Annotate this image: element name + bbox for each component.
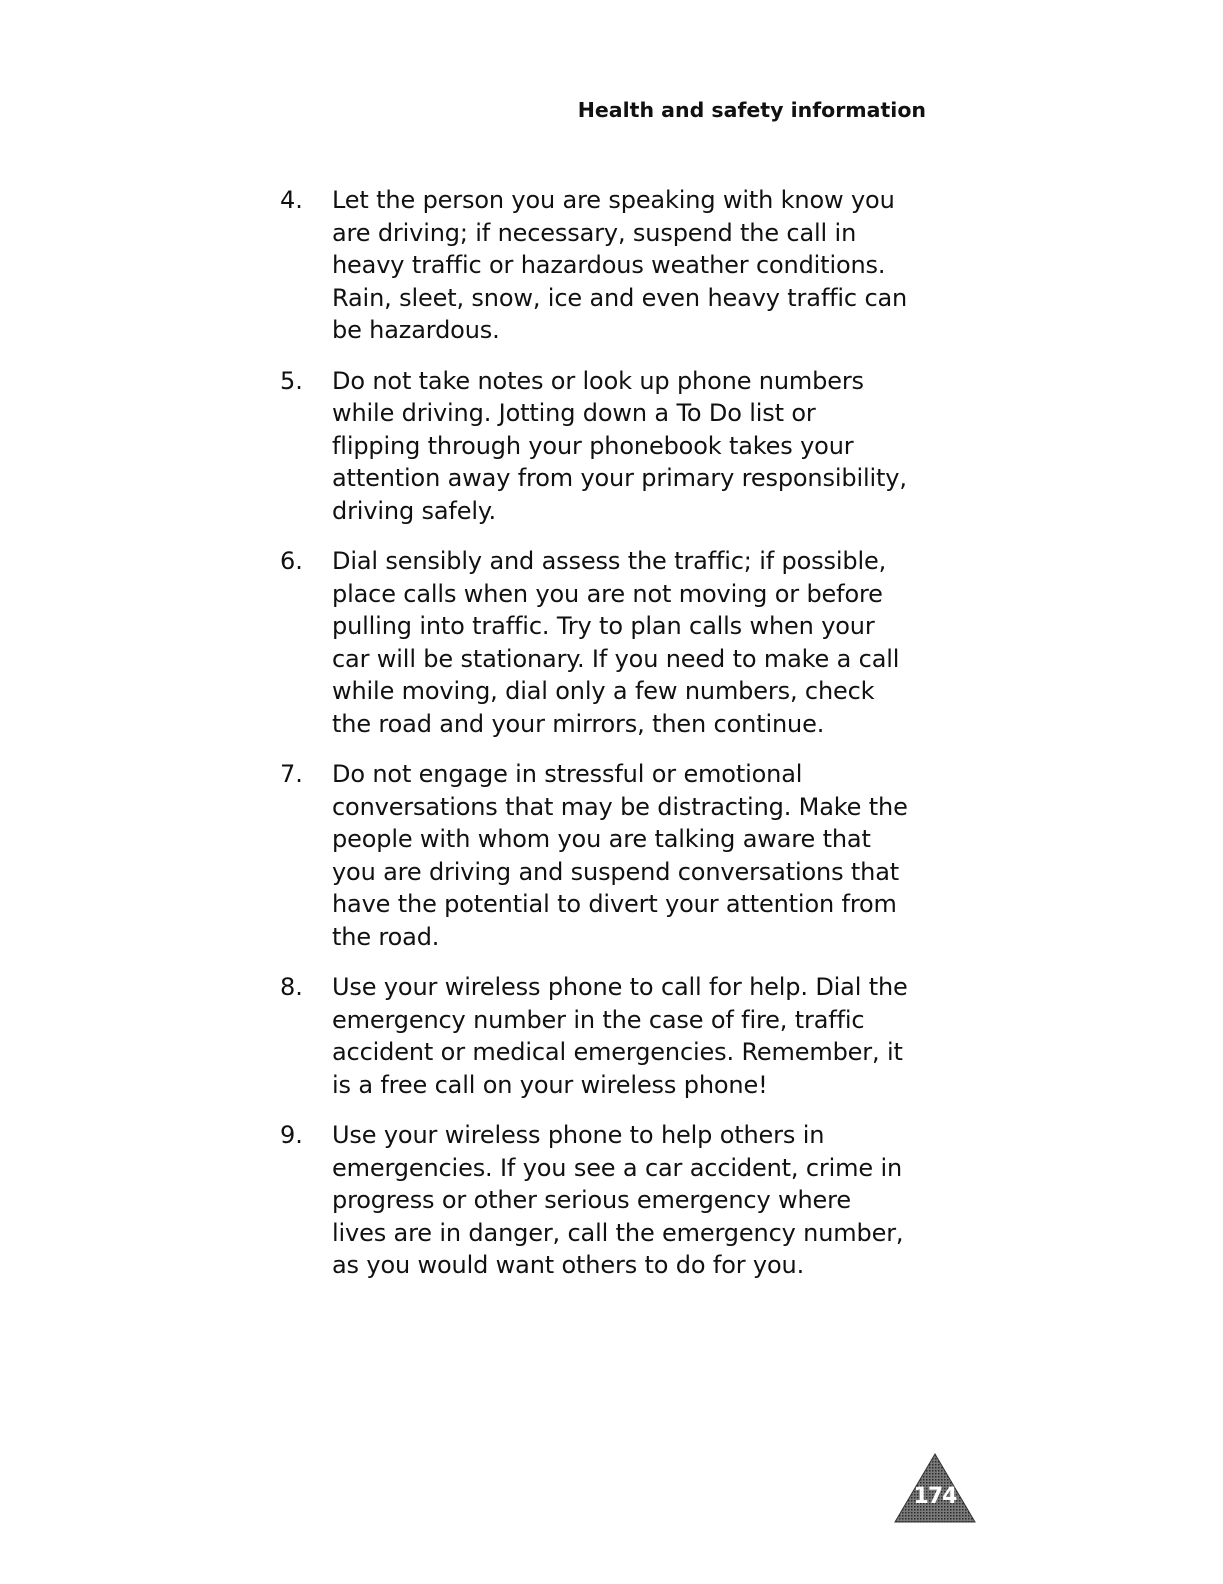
list-item bbox=[280, 365, 940, 528]
page-number-badge bbox=[893, 1452, 977, 1524]
list-item-text: Dial sensibly and assess the traffic; if possible, place calls when you are not moving or before pulling into traffic. Try to plan calls when your car will be stationary. If you need to make a call while moving, dial only a few numbers, check the road and your mirrors, then continue. bbox=[332, 547, 900, 738]
list-item bbox=[280, 1119, 940, 1282]
list-item-text: Use your wireless phone to help others in emergencies. If you see a car accident, crime in progress or other serious emergency where lives are in danger, call the emergency number, as you would want others to do for you. bbox=[332, 1121, 904, 1279]
list-item-text: Let the person you are speaking with know you are driving; if necessary, suspend the call in heavy traffic or hazardous weather conditions. Rain, sleet, snow, ice and even heavy traffic can be hazardous. bbox=[332, 186, 908, 344]
list-item-text: Use your wireless phone to call for help. Dial the emergency number in the case of fire, traffic accident or medical emergencies. Remember, it is a free call on your wireless phone! bbox=[332, 973, 908, 1099]
page-number: 174 bbox=[913, 1484, 957, 1509]
list-item-number: 7. bbox=[280, 760, 303, 788]
list-item-number: 5. bbox=[280, 366, 303, 395]
list-item-number: 9. bbox=[280, 1121, 303, 1149]
page-header-title: Health and safety information bbox=[577, 98, 926, 122]
list-item-text: Do not engage in stressful or emotional conversations that may be distracting. Make the people with whom you are talking aware that you are driving and suspend conversations that have the potential to divert your attention from the road. bbox=[332, 760, 908, 951]
list-item-number: 4. bbox=[280, 186, 303, 214]
list-item bbox=[280, 545, 940, 740]
list-item bbox=[280, 758, 940, 953]
list-item bbox=[280, 971, 940, 1101]
list-item-text: Do not take notes or look up phone numbers while driving. Jotting down a To Do list or flipping through your phonebook takes your attention away from your primary responsibility, driving safely. bbox=[332, 366, 907, 525]
list-item-number: 8. bbox=[280, 973, 303, 1001]
safety-tips-list bbox=[280, 184, 940, 1300]
list-item bbox=[280, 184, 940, 347]
list-item-number: 6. bbox=[280, 547, 303, 575]
